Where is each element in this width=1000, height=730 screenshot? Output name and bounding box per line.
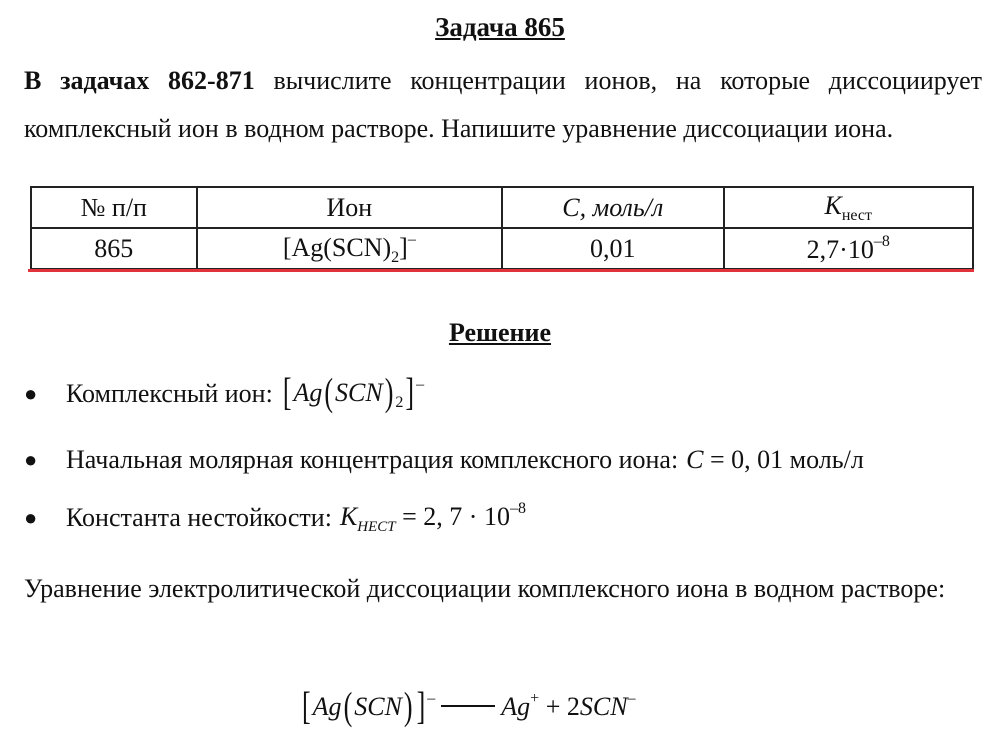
task-statement bbox=[24, 57, 982, 153]
eq-right-coef: + 2 bbox=[539, 692, 580, 721]
header-ion: Ион bbox=[197, 187, 502, 228]
eq-left-scn: SCN bbox=[354, 692, 402, 721]
red-underline bbox=[28, 269, 974, 272]
formula-c-value: = 0, 01 моль/л bbox=[703, 445, 864, 474]
eq-left-sup: – bbox=[427, 690, 436, 707]
equation-intro: Уравнение электролитической диссоциации комплексного иона в водном растворе: bbox=[24, 574, 946, 603]
cell-k-base: 2,7·10 bbox=[806, 234, 874, 264]
cell-ion-sub: 2 bbox=[391, 248, 400, 266]
task-range: В задачах 862-871 bbox=[24, 66, 255, 95]
bullet-label: Начальная молярная концентрация комплексного иона: bbox=[66, 445, 679, 474]
bullet-dot: ● bbox=[24, 505, 38, 530]
list-item bbox=[24, 372, 984, 416]
solution-heading: Решение bbox=[448, 318, 552, 347]
dissociation-equation: [Ag(SCN) ] – Ag+ + 2SCN– bbox=[302, 684, 636, 728]
bullet-dot: ● bbox=[24, 381, 38, 406]
formula-sub: 2 bbox=[395, 394, 404, 411]
formula-sup: – bbox=[416, 376, 425, 393]
formula-k-sub: НЕСТ bbox=[357, 519, 396, 535]
bullet-dot: ● bbox=[24, 447, 38, 472]
formula-k-exp: –8 bbox=[509, 500, 526, 517]
eq-right-ag: Ag bbox=[501, 692, 531, 721]
eq-right-scn: SCN bbox=[579, 692, 628, 721]
cell-ion-sup: – bbox=[407, 230, 416, 248]
cell-c: 0,01 bbox=[502, 228, 723, 269]
formula-scn: SCN bbox=[335, 378, 383, 407]
eq-right-scn-sup: – bbox=[627, 690, 636, 707]
header-c-text: C, моль/л bbox=[562, 192, 664, 222]
cell-ion bbox=[197, 228, 502, 269]
concentration-formula bbox=[686, 445, 864, 475]
cell-k-exp: –8 bbox=[873, 232, 890, 250]
bullet-label: Комплексный ион: bbox=[66, 379, 273, 408]
list-item bbox=[24, 496, 984, 540]
task-text: вычислите концентрации ионов, на которые диссоциирует комплексный ион в водном растворе. Напишите уравнение диссоциации иона. bbox=[24, 66, 982, 143]
eq-left-ag: Ag bbox=[312, 692, 342, 721]
complex-ion-formula: [Ag(SCN) $_2$] – bbox=[282, 370, 425, 414]
header-k bbox=[724, 187, 973, 228]
eq-right-ag-sup: + bbox=[530, 690, 540, 707]
header-num: № п/п bbox=[31, 187, 197, 228]
constant-formula bbox=[340, 500, 526, 536]
formula-c: C bbox=[686, 445, 704, 474]
list-item bbox=[24, 438, 984, 482]
task-title: Задача 865 bbox=[435, 12, 565, 42]
cell-k bbox=[724, 228, 973, 269]
header-k-sub: нест bbox=[841, 206, 873, 224]
table-row bbox=[31, 228, 973, 269]
header-c bbox=[502, 187, 723, 228]
cell-ion-close: ] bbox=[399, 232, 408, 262]
equilibrium-arrow bbox=[441, 705, 495, 707]
table-header-row bbox=[31, 187, 973, 228]
bullet-label: Константа нестойкости: bbox=[66, 503, 332, 532]
data-table bbox=[30, 186, 974, 270]
header-k-main: K bbox=[824, 190, 842, 220]
formula-ag: Ag bbox=[293, 378, 323, 407]
formula-k-value: = 2, 7 · 10 bbox=[395, 502, 510, 531]
cell-num: 865 bbox=[31, 228, 197, 269]
cell-ion-main: [Ag(SCN) bbox=[282, 232, 392, 262]
formula-k: K bbox=[339, 502, 358, 531]
